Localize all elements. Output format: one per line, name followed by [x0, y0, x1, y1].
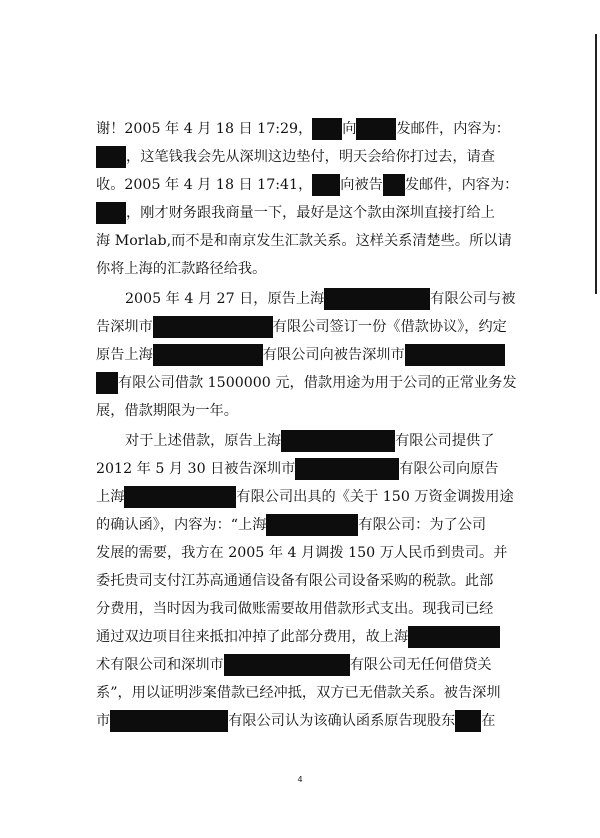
- redaction-block: [96, 372, 118, 394]
- redaction-block: [312, 118, 342, 140]
- text-line: 有限公司借款 1500000 元，借款用途为用于公司的正常业务发: [96, 370, 546, 396]
- text-line: 海 Morlab,而不是和南京发生汇款关系。这样关系清楚些。所以请: [96, 233, 512, 249]
- redaction-block: [224, 654, 350, 676]
- text-line: 展，借款期限为一年。: [96, 403, 238, 419]
- text-line: 分费用，当时因为我司做账需要故用借款形式支出。现我司已经: [96, 601, 494, 617]
- text-line: 你将上海的汇款路径给我。: [96, 261, 267, 277]
- text-line: ，刚才财务跟我商量一下，最好是这个款由深圳直接打给上: [96, 200, 546, 226]
- text-line: 对于上述借款，原告上海 有限公司提供了: [96, 428, 575, 454]
- text-line: 谢！2005 年 4 月 18 日 17:29， 向 发邮件，内容为：: [96, 116, 546, 142]
- redaction-block: [153, 344, 263, 366]
- redaction-block: [96, 146, 126, 168]
- redaction-block: [295, 458, 399, 480]
- text-line: 市 有限公司认为该确认函系原告现股东 在: [96, 708, 546, 734]
- text-line: 委托贵司支付江苏高通通信设备有限公司设备采购的税款。此部: [96, 573, 494, 589]
- redaction-block: [408, 626, 500, 648]
- text-line: 2012 年 5 月 30 日被告深圳市 有限公司向原告: [96, 456, 546, 482]
- redaction-block: [356, 118, 396, 140]
- text-line: ，这笔钱我会先从深圳这边垫付，明天会给你打过去，请查: [96, 144, 546, 170]
- redaction-block: [455, 710, 481, 732]
- page-number: 4: [297, 775, 303, 784]
- text-line: 原告上海 有限公司向被告深圳市: [96, 342, 546, 368]
- text-line: 的确认函》，内容为：“上海 有限公司：为了公司: [96, 512, 546, 538]
- redaction-block: [124, 486, 236, 508]
- redaction-block: [324, 288, 430, 310]
- redaction-block: [405, 344, 505, 366]
- text-line: 通过双边项目往来抵扣冲掉了此部分费用，故上海: [96, 624, 546, 650]
- redaction-block: [266, 514, 358, 536]
- text-line: 上海 有限公司出具的《关于 150 万资金调拨用途: [96, 484, 546, 510]
- redaction-block: [153, 316, 273, 338]
- redaction-block: [281, 430, 395, 452]
- page-edge-line: [595, 34, 597, 294]
- redaction-block: [312, 174, 340, 196]
- redaction-block: [96, 202, 126, 224]
- redaction-block: [110, 710, 228, 732]
- redaction-block: [383, 174, 405, 196]
- text-line: 收。2005 年 4 月 18 日 17:41， 向被告 发邮件，内容为：: [96, 172, 546, 198]
- text-line: 术有限公司和深圳市 有限公司无任何借贷关: [96, 652, 546, 678]
- text-line: 发展的需要，我方在 2005 年 4 月调拨 150 万人民币到贵司。并: [96, 545, 508, 561]
- text-line: 告深圳市 有限公司签订一份《借款协议》，约定: [96, 314, 546, 340]
- text-line: 系”，用以证明涉案借款已经冲抵，双方已无借款关系。被告深圳: [96, 685, 501, 701]
- text-line: 2005 年 4 月 27 日，原告上海 有限公司与被: [96, 286, 575, 312]
